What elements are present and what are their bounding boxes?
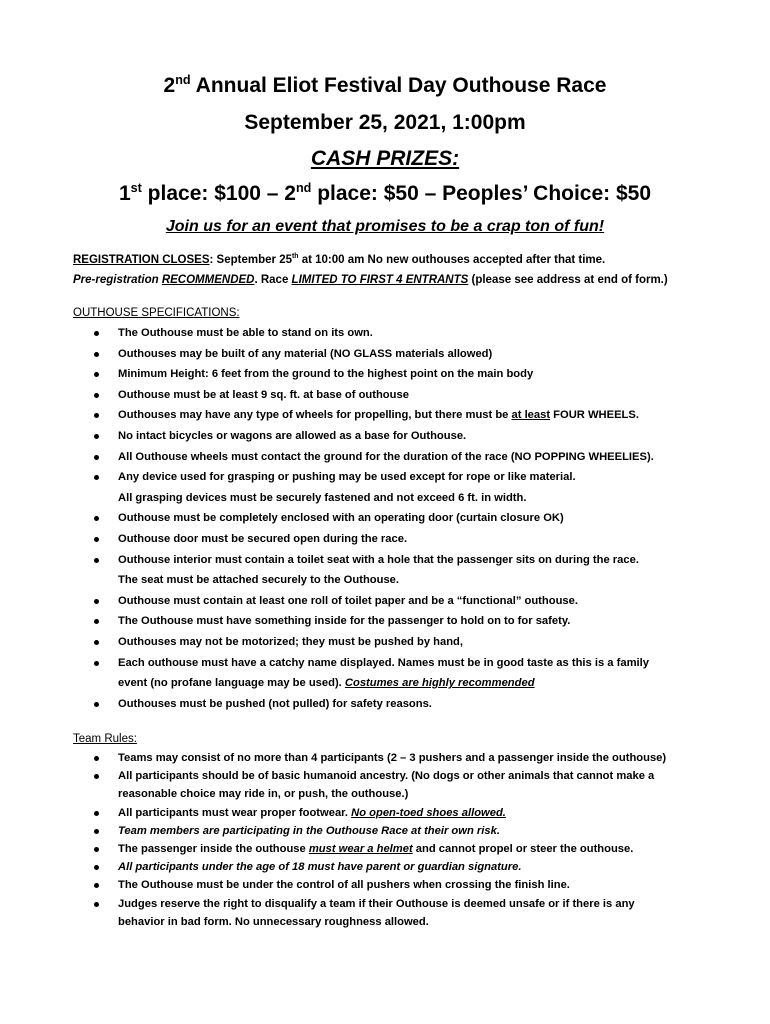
list-item: Outhouses may not be motorized; they must be pushed by hand, (94, 632, 734, 653)
list-item: Outhouse must be at least 9 sq. ft. at base of outhouse (94, 385, 734, 406)
specs-list (94, 323, 734, 714)
list-item: All Outhouse wheels must contact the ground for the duration of the race (NO POPPING WHEELIES). (94, 447, 734, 468)
list-item: Minimum Height: 6 feet from the ground to the highest point on the main body (94, 364, 734, 385)
list-item: The Outhouse must be under the control of all pushers when crossing the finish line. (94, 876, 734, 894)
specs-heading: OUTHOUSE SPECIFICATIONS: (73, 307, 240, 319)
list-item: Any device used for grasping or pushing may be used except for rope or like material. All grasping devices must be securely fastened and not exceed 6 ft. in width. (94, 467, 734, 508)
preregistration-note: Pre-registration RECOMMENDED. Race LIMITED TO FIRST 4 ENTRANTS (please see address at end of form.) (73, 274, 668, 286)
list-item: All participants under the age of 18 must have parent or guardian signature. (94, 858, 734, 876)
list-item: Each outhouse must have a catchy name displayed. Names must be in good taste as this is a family event (no profane language may be used). Costumes are highly recommended (94, 653, 734, 694)
list-item: No intact bicycles or wagons are allowed as a base for Outhouse. (94, 426, 734, 447)
list-item: Outhouses must be pushed (not pulled) for safety reasons. (94, 694, 734, 715)
list-item: Outhouse must be completely enclosed with an operating door (curtain closure OK) (94, 508, 734, 529)
list-item: The Outhouse must have something inside for the passenger to hold on to for safety. (94, 611, 734, 632)
list-item: The Outhouse must be able to stand on its own. (94, 323, 734, 344)
list-item: All participants should be of basic humanoid ancestry. (No dogs or other animals that cannot make a reasonable choice may ride in, or push, the outhouse.) (94, 767, 734, 803)
list-item: Teams may consist of no more than 4 participants (2 – 3 pushers and a passenger inside the outhouse) (94, 749, 734, 767)
list-item: Judges reserve the right to disqualify a team if their Outhouse is deemed unsafe or if there is any behavior in bad form. No unnecessary roughness allowed. (94, 895, 734, 931)
list-item: Outhouse door must be secured open during the race. (94, 529, 734, 550)
team-rules-list (94, 749, 734, 931)
event-date: September 25, 2021, 1:00pm (244, 111, 526, 134)
list-item: Outhouses may have any type of wheels for propelling, but there must be at least FOUR WHEELS. (94, 405, 734, 426)
list-item: Outhouse interior must contain a toilet seat with a hole that the passenger sits on during the race. The seat must be attached securely to the Outhouse. (94, 550, 734, 591)
registration-closes: REGISTRATION CLOSES: September 25th at 10:00 am No new outhouses accepted after that time. (73, 253, 606, 266)
team-rules-heading: Team Rules: (73, 733, 137, 745)
page-title: 2nd Annual Eliot Festival Day Outhouse Race (163, 73, 607, 97)
tagline: Join us for an event that promises to be a crap ton of fun! (165, 218, 605, 235)
list-item: Team members are participating in the Outhouse Race at their own risk. (94, 822, 734, 840)
list-item: Outhouses may be built of any material (NO GLASS materials allowed) (94, 344, 734, 365)
list-item: All participants must wear proper footwear. No open-toed shoes allowed. (94, 804, 734, 822)
list-item: Outhouse must contain at least one roll of toilet paper and be a “functional” outhouse. (94, 591, 734, 612)
list-item: The passenger inside the outhouse must wear a helmet and cannot propel or steer the outhouse. (94, 840, 734, 858)
prize-list: 1st place: $100 – 2nd place: $50 – Peoples’ Choice: $50 (118, 181, 652, 205)
prizes-heading: CASH PRIZES: (310, 147, 460, 170)
